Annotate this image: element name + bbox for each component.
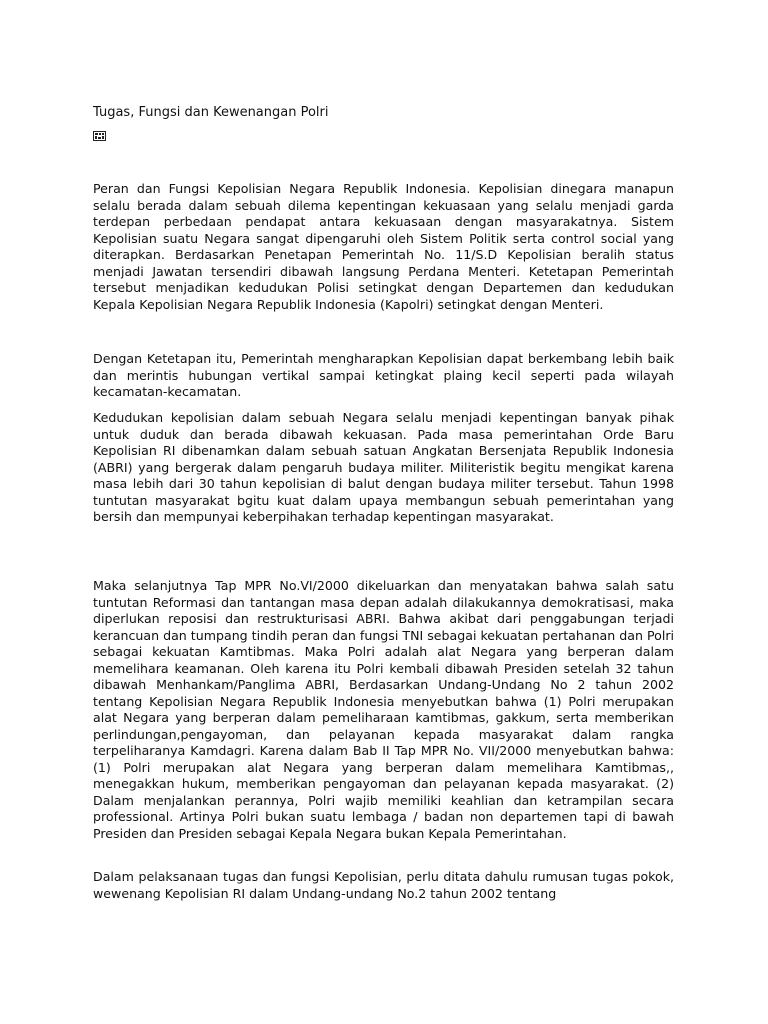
document-title: Tugas, Fungsi dan Kewenangan Polri	[93, 105, 329, 120]
paragraph: Dengan Ketetapan itu, Pemerintah mengharapkan Kepolisian dapat berkembang lebih baik dan merintis hubungan vertikal sampai ketingkat plaing kecil seperti pada wilayah kecamatan-kecamatan.	[93, 351, 674, 399]
paragraph: Maka selanjutnya Tap MPR No.VI/2000 dikeluarkan dan menyatakan bahwa salah satu tuntutan Reformasi dan tantangan masa depan adalah dilakukannya demokratisasi, maka diperlukan reposisi dan restrukturisasi ABRI. Bahwa akibat dari penggabungan terjadi kerancuan dan tumpang tindih peran dan fungsi TNI sebagai kekuatan pertahanan dan Polri sebagai kekuatan Kamtibmas. Maka Polri adalah alat Negara yang berperan dalam memelihara keamanan. Oleh karena itu Polri kembali dibawah Presiden setelah 32 tahun dibawah Menhankam/Panglima ABRI, Berdasarkan Undang-Undang No 2 tahun 2002 tentang Kepolisian Negara Republik Indonesia menyebutkan bahwa (1) Polri merupakan alat Negara yang berperan dalam pemeliharaan kamtibmas, gakkum, serta memberikan perlindungan,pengayoman, dan pelayanan kepada masyarakat dalam rangka terpeliharanya Kamdagri. Karena dalam Bab II Tap MPR No. VII/2000 menyebutkan bahwa: (1) Polri merupakan alat Negara yang berperan dalam memelihara Kamtibmas,, menegakkan hukum, memberikan pengayoman dan pelayanan kepada masyarakat. (2) Dalam menjalankan perannya, Polri wajib memiliki keahlian dan ketrampilan secara professional. Artinya Polri bukan suatu lembaga / badan non departemen tapi di bawah Presiden dan Presiden sebagai Kepala Negara bukan Kepala Pemerintahan.	[93, 578, 674, 841]
paragraph: Kedudukan kepolisian dalam sebuah Negara selalu menjadi kepentingan banyak pihak untuk duduk dan berada dibawah kekuasan. Pada masa pemerintahan Orde Baru Kepolisian RI dibenamkan dalam sebuah satuan Angkatan Bersenjata Republik Indonesia (ABRI) yang bergerak dalam pengaruh budaya militer. Militeristik begitu mengikat karena masa lebih dari 30 tahun kepolisian di balut dengan budaya militer tersebut. Tahun 1998 tuntutan masyarakat bgitu kuat dalam upaya membangun sebuah pemerintahan yang bersih dan mempunyai keberpihakan terhadap kepentingan masyarakat.	[93, 410, 674, 524]
paragraph: Peran dan Fungsi Kepolisian Negara Republik Indonesia. Kepolisian dinegara manapun selalu berada dalam sebuah dilema kepentingan kekuasaan yang selalu menjadi garda terdepan perbedaan pendapat antara kekuasaan dengan masyarakatnya. Sistem Kepolisian suatu Negara sangat dipengaruhi oleh Sistem Politik serta control social yang diterapkan. Berdasarkan Penetapan Pemerintah No. 11/S.D Kepolisian beralih status menjadi Jawatan tersendiri dibawah langsung Perdana Menteri. Ketetapan Pemerintah tersebut menjadikan kedudukan Polisi setingkat dengan Departemen dan kedudukan Kepala Kepolisian Negara Republik Indonesia (Kapolri) setingkat dengan Menteri.	[93, 181, 674, 312]
paragraph: Dalam pelaksanaan tugas dan fungsi Kepolisian, perlu ditata dahulu rumusan tugas pokok, wewenang Kepolisian RI dalam Undang-undang No.2 tahun 2002 tentang	[93, 869, 674, 901]
broken-image-icon	[93, 131, 106, 141]
